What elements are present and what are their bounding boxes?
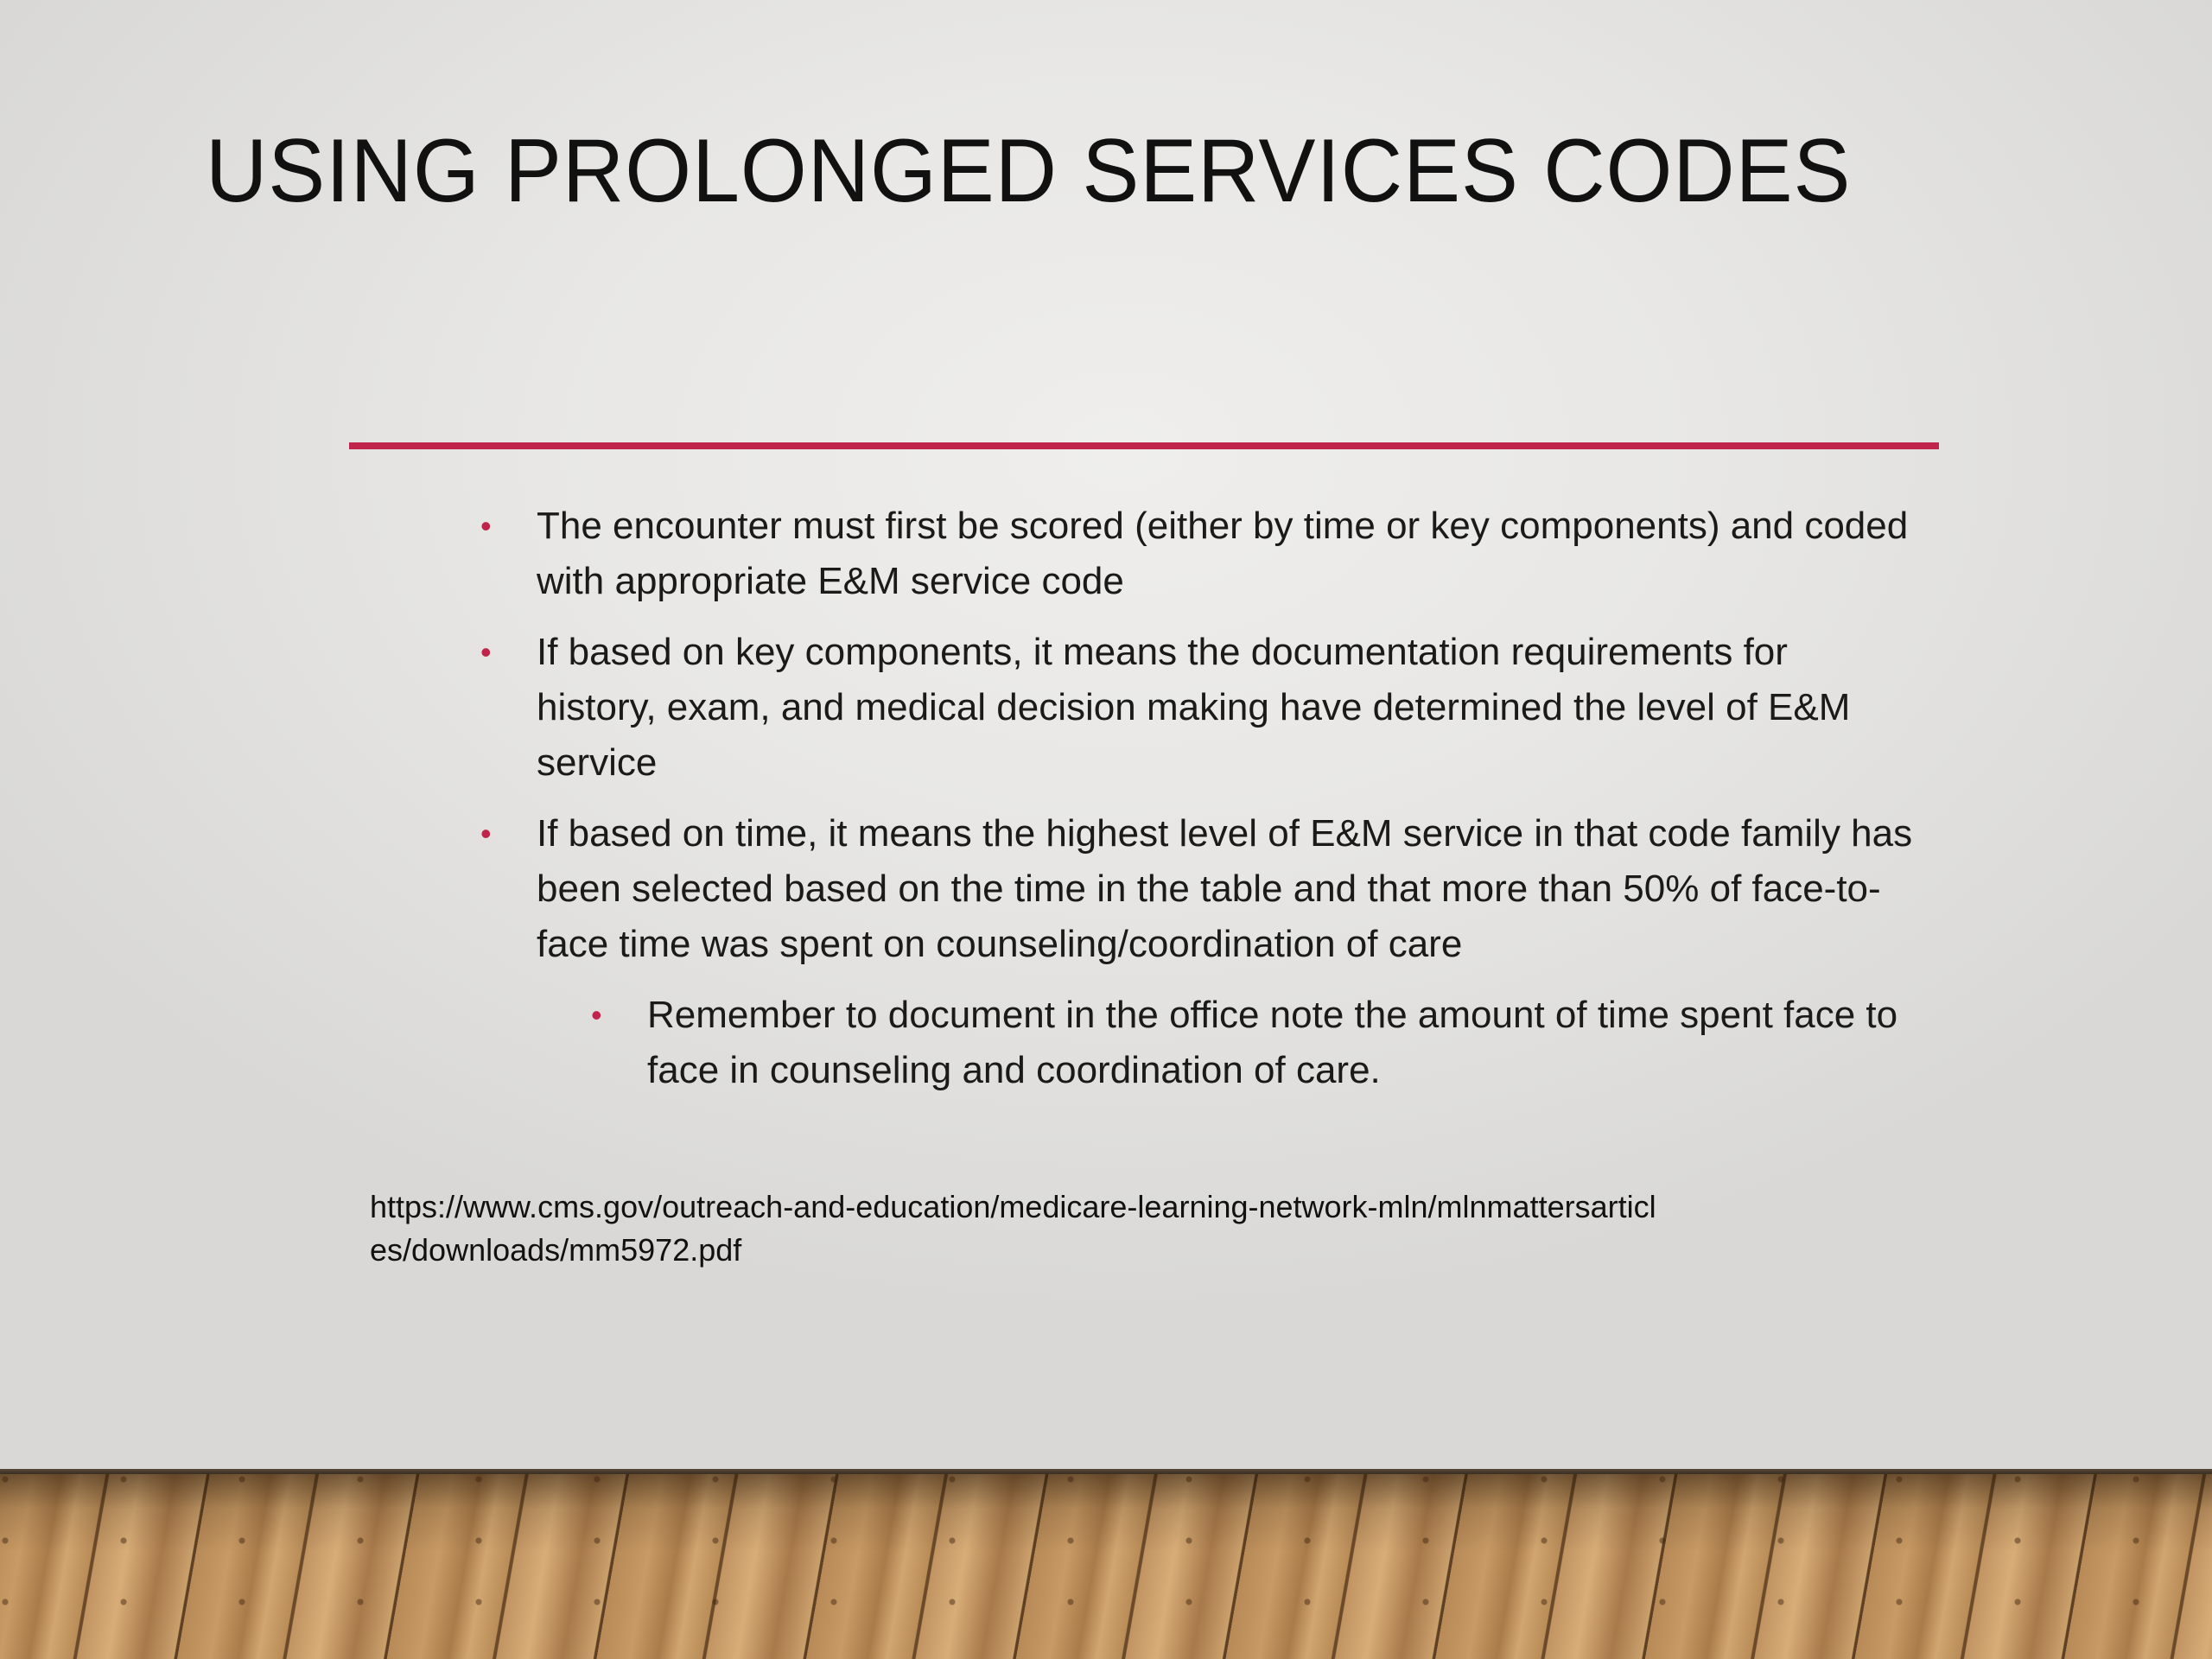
bullet-text: The encounter must first be scored (either by time or key components) and coded with appropriate E&M service code	[537, 505, 1909, 602]
slide-title: USING PROLONGED SERVICES CODES	[206, 121, 1852, 221]
bullet-text: If based on time, it means the highest level of E&M service in that code family has been selected based on the time in the table and that more than 50% of face-to-face time was spent on counseling/coordination of care	[537, 812, 1913, 965]
bullet-icon: •	[591, 997, 602, 1033]
sub-bullet-item-1	[591, 988, 1915, 1098]
bullet-item-3	[480, 806, 1915, 972]
bullet-icon: •	[480, 508, 492, 543]
wood-floor-texture	[0, 1474, 2212, 1659]
bullet-list	[480, 499, 1915, 1114]
bullet-text: If based on key components, it means the documentation requirements for history, exam, and medical decision making have determined the level of E&M service	[537, 631, 1851, 784]
source-link[interactable]: https://www.cms.gov/outreach-and-education/medicare-learning-network-mln/mlnmattersarticles/downloads/mm5972.pdf	[370, 1189, 1656, 1268]
bullet-icon: •	[480, 634, 492, 670]
bullet-icon: •	[480, 816, 492, 851]
title-accent-rule	[349, 442, 1939, 449]
bullet-item-1	[480, 499, 1915, 609]
bullet-item-2	[480, 625, 1915, 791]
bullet-text: Remember to document in the office note the amount of time spent face to face in counseling and coordination of care.	[647, 994, 1898, 1091]
